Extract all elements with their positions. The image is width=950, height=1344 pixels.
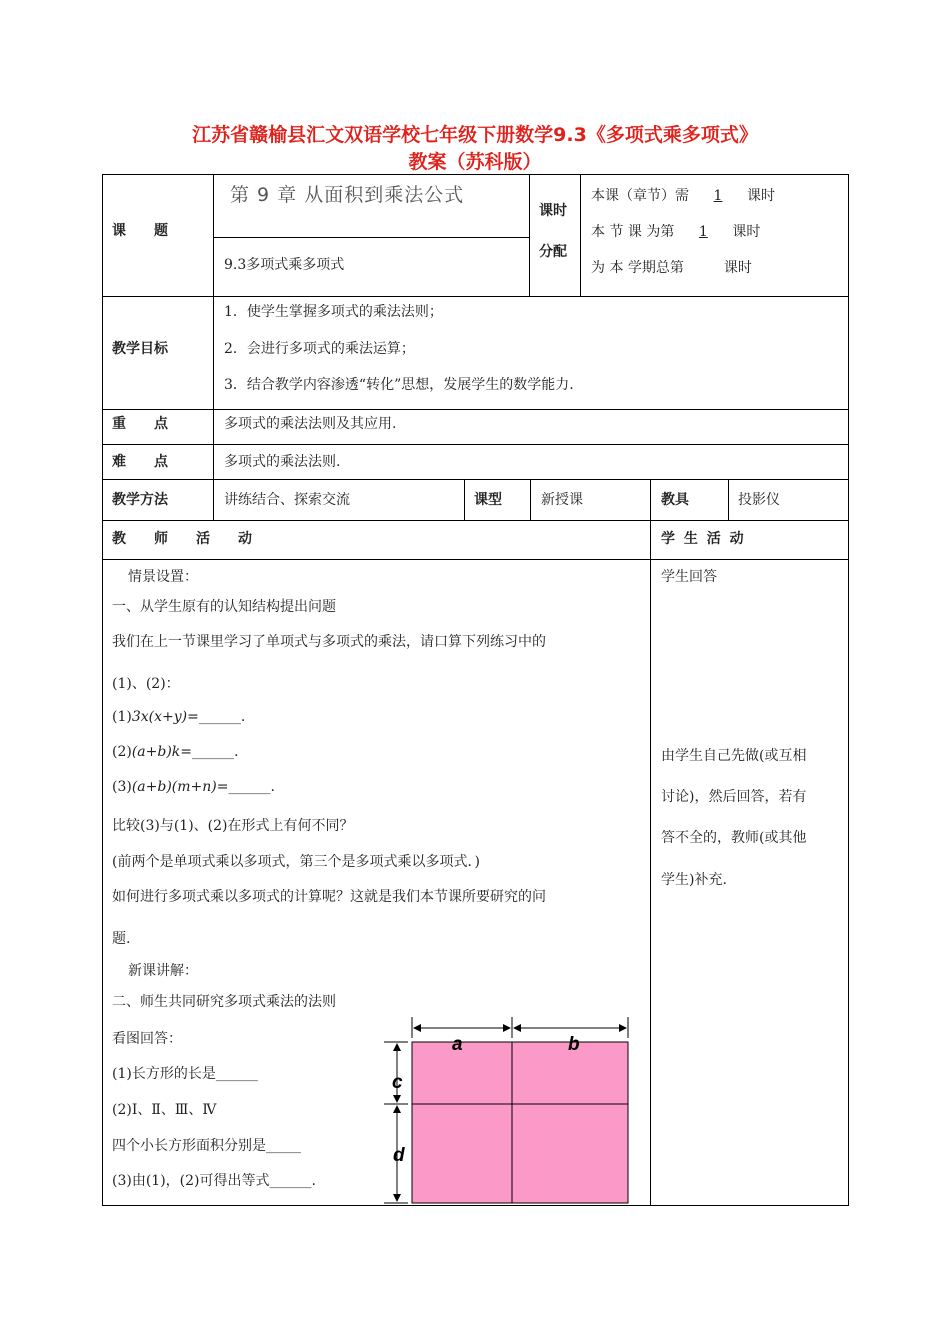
column-divider: [728, 479, 729, 520]
method-label: 教学方法: [112, 492, 168, 508]
lesson-question-cont: 题.: [112, 931, 131, 947]
student-activity-header: 学 生 活 动: [661, 531, 746, 547]
document-title: [0, 122, 950, 176]
key-point-label: 重 点: [112, 416, 168, 432]
student-note-line: 答不全的，教师(或其他: [661, 830, 807, 846]
figure-question-2b: 四个小长方形面积分别是_____: [112, 1138, 301, 1154]
exercise-1: (1)3x(x+y)=______.: [112, 709, 246, 725]
schedule-line-3: 为 本 学期总第 课时: [591, 260, 752, 276]
teaching-aid-label: 教具: [661, 492, 689, 508]
topic-label: 课 题: [112, 223, 168, 239]
schedule-value-1: 1: [713, 188, 723, 204]
teacher-activity-header: 教 师 活 动: [112, 531, 252, 547]
student-answer: 学生回答: [661, 569, 717, 585]
schedule-label-2: 分配: [539, 244, 567, 260]
figure-question-2: (2)Ⅰ、Ⅱ、Ⅲ、Ⅳ: [112, 1102, 217, 1118]
figure-question-3: (3)由(1)，(2)可得出等式______.: [112, 1173, 316, 1189]
label-a: a: [452, 1034, 463, 1055]
column-divider: [464, 479, 465, 520]
title-line-1: 江苏省赣榆县汇文双语学校七年级下册数学9.3《多项式乘多项式》: [192, 124, 758, 146]
schedule-value-2: 1: [698, 224, 708, 240]
look-and-answer: 看图回答：: [112, 1031, 182, 1047]
scene-setting: 情景设置：: [128, 569, 198, 585]
compare-question: 比较(3)与(1)、(2)在形式上有何不同？: [112, 818, 354, 834]
compare-answer: (前两个是单项式乘以多项式，第三个是多项式乘以多项式．): [112, 854, 480, 870]
exercise-3: (3)(a+b)(m+n)=______.: [112, 779, 275, 795]
student-note-line: 由学生自己先做(或互相: [661, 748, 807, 764]
column-divider: [650, 479, 651, 1205]
method-value: 讲练结合、探索交流: [224, 492, 350, 508]
student-note-line: 讨论)，然后回答，若有: [661, 789, 807, 805]
label-d: d: [393, 1145, 405, 1166]
key-point-text: 多项式的乘法法则及其应用.: [224, 416, 397, 432]
objective-item: 3．结合教学内容渗透“转化”思想，发展学生的数学能力.: [224, 377, 574, 393]
intro-text: 我们在上一节课里学习了单项式与多项式的乘法，请口算下列练习中的: [112, 634, 546, 650]
lesson-type-value: 新授课: [541, 492, 583, 508]
teaching-aid-value: 投影仪: [738, 492, 780, 508]
column-divider: [580, 174, 581, 296]
figure-question-1: (1)长方形的长是______: [112, 1066, 258, 1082]
objective-item: 1．使学生掌握多项式的乘法法则；: [224, 304, 443, 320]
intro-text-cont: (1)、(2)：: [112, 676, 180, 692]
student-note-line: 学生)补充.: [661, 872, 727, 888]
rectangle-area: [412, 1042, 628, 1203]
section-one-heading: 一、从学生原有的认知结构提出问题: [112, 599, 336, 615]
column-divider: [213, 174, 214, 520]
title-line-2: 教案（苏科版）: [408, 151, 542, 173]
objectives-label: 教学目标: [112, 341, 168, 357]
section-two-heading: 二、师生共同研究多项式乘法的法则: [112, 994, 336, 1010]
chapter-heading: 第 9 章 从面积到乘法公式: [230, 184, 465, 206]
lesson-type-label: 课型: [474, 492, 502, 508]
difficulty-text: 多项式的乘法法则.: [224, 454, 341, 470]
label-b: b: [568, 1034, 580, 1055]
column-divider: [530, 479, 531, 520]
objective-item: 2．会进行多项式的乘法运算；: [224, 341, 415, 357]
lesson-title: 9.3多项式乘多项式: [224, 257, 345, 273]
schedule-label-1: 课时: [539, 203, 567, 219]
exercise-2: (2)(a+b)k=______.: [112, 744, 239, 760]
schedule-line-1: 本课（章节）需 1 课时: [591, 188, 775, 204]
difficulty-label: 难 点: [112, 454, 168, 470]
label-c: c: [392, 1072, 403, 1093]
area-diagram: [380, 1014, 640, 1209]
lesson-question: 如何进行多项式乘以多项式的计算呢？这就是我们本节课所要研究的问: [112, 889, 546, 905]
schedule-line-2: 本 节 课 为第 1 课时: [591, 224, 761, 240]
column-divider: [529, 174, 530, 296]
row-divider: [102, 559, 848, 560]
cell-divider: [213, 237, 529, 238]
new-lesson-label: 新课讲解：: [128, 963, 198, 979]
row-divider: [102, 520, 848, 521]
